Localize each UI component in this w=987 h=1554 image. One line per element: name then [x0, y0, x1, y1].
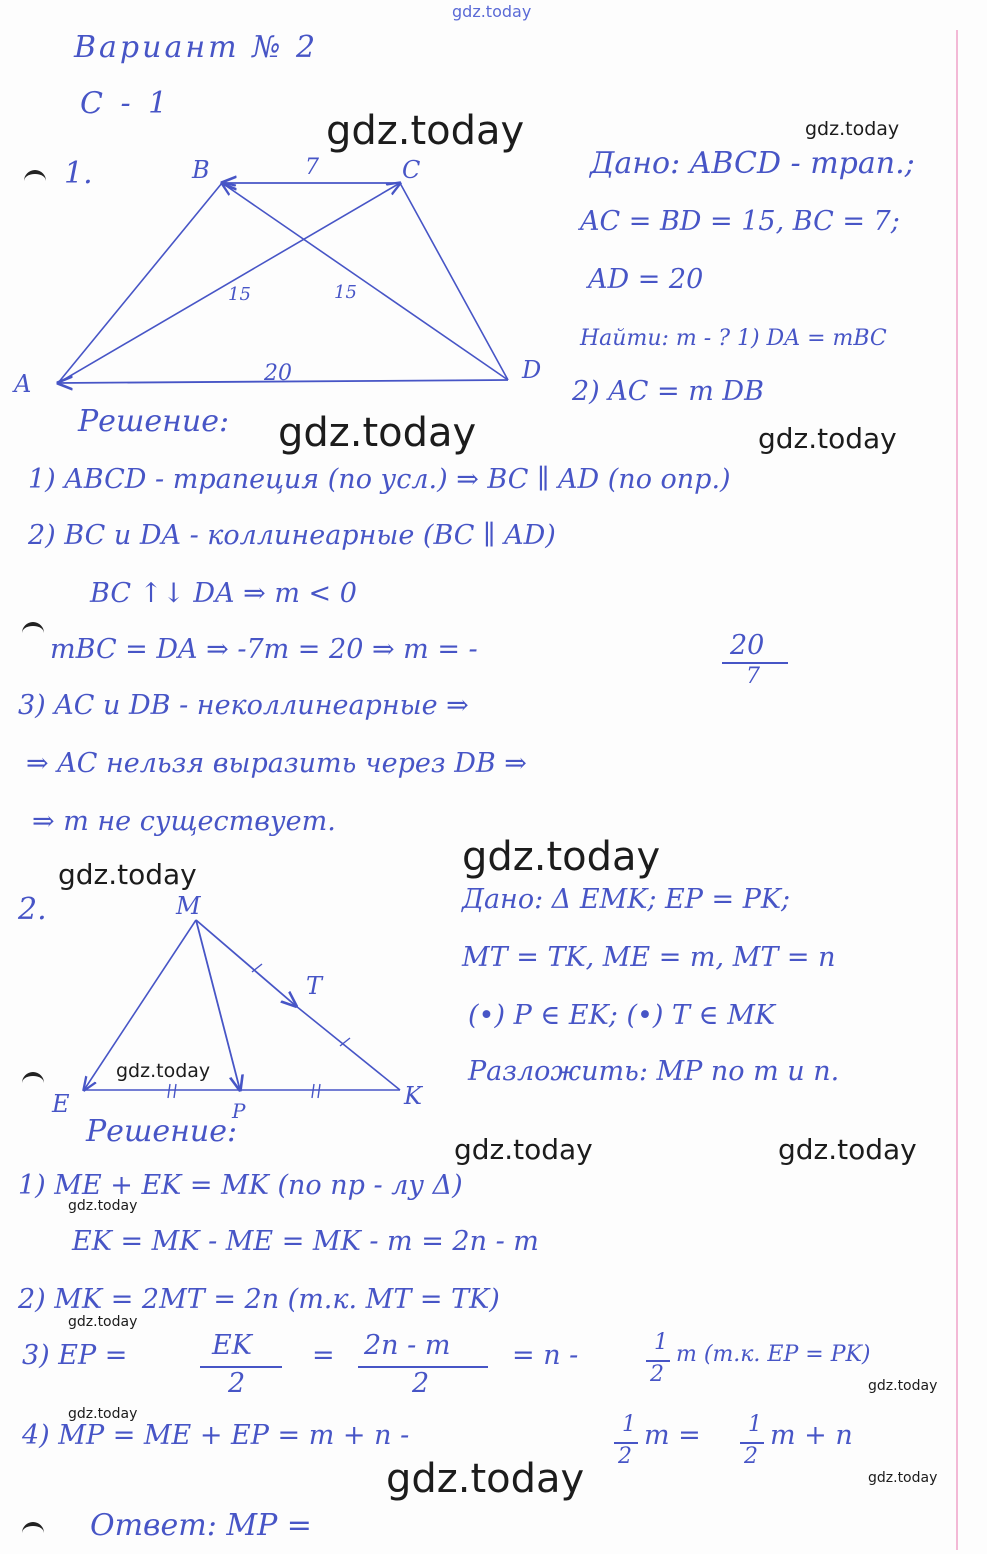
solution-line: 1) ME + EK = MK (по пр - лу Δ) — [18, 1170, 463, 1201]
fraction-numerator: 1 — [748, 1412, 762, 1437]
solution-line: 1) ABCD - трапеция (по усл.) ⇒ BC ∥ AD (по опр.) — [28, 464, 731, 495]
vertex-label-e: E — [52, 1090, 70, 1118]
watermark: gdz.today — [278, 410, 477, 456]
watermark: gdz.today — [116, 1060, 211, 1082]
given-line: Разложить: MP по m и n. — [468, 1056, 840, 1087]
watermark: gdz.today — [68, 1314, 138, 1330]
variant-title: Вариант № 2 — [74, 30, 319, 65]
watermark: gdz.today — [68, 1406, 138, 1422]
problem2-number: 2. — [18, 892, 47, 927]
solution-line: 3) EP = — [22, 1340, 128, 1371]
watermark: gdz.today — [778, 1133, 917, 1166]
fraction-numerator: 1 — [654, 1330, 668, 1355]
solution-line: = n - — [512, 1340, 579, 1371]
fraction-denominator: 2 — [618, 1444, 632, 1469]
watermark: gdz.today — [805, 118, 900, 140]
answer-line: Ответ: MP = — [90, 1508, 312, 1543]
vertex-label-d: D — [522, 356, 542, 384]
length-bd: 15 — [334, 282, 357, 303]
find-line: Найти: m - ? 1) DA = mBC — [580, 326, 887, 351]
watermark: gdz.today — [326, 108, 525, 154]
length-bc: 7 — [305, 155, 319, 180]
solution-line: ⇒ AC нельзя выразить через DB ⇒ — [26, 748, 527, 779]
solution-line: 2) MK = 2MT = 2n (т.к. MT = TK) — [18, 1284, 500, 1315]
fraction-numerator: 2n - m — [364, 1330, 451, 1361]
point-label-p: P — [232, 1099, 246, 1123]
solution-line: mBC = DA ⇒ -7m = 20 ⇒ m = - — [50, 634, 478, 665]
solution-line: m = — [644, 1420, 701, 1451]
watermark: gdz.today — [68, 1198, 138, 1214]
watermark: gdz.today — [452, 2, 532, 21]
vertex-label-c: C — [402, 156, 421, 184]
watermark: gdz.today — [758, 422, 897, 455]
length-ac: 15 — [228, 284, 251, 305]
fraction-numerator: EK — [212, 1330, 252, 1361]
fraction-denominator: 7 — [746, 664, 760, 689]
watermark: gdz.today — [868, 1470, 938, 1486]
fraction-numerator: 1 — [622, 1412, 636, 1437]
solution-line: = — [312, 1340, 335, 1371]
side-cd — [400, 183, 508, 380]
vector-mp — [196, 920, 240, 1090]
given-line: MT = TK, ME = m, MT = n — [462, 942, 836, 973]
solution-line: ⇒ m не существует. — [32, 806, 336, 837]
watermark: gdz.today — [386, 1456, 585, 1502]
given-line: (•) P ∈ EK; (•) T ∈ MK — [468, 1000, 776, 1031]
solution-heading: Решение: — [86, 1114, 238, 1149]
vertex-label-m: M — [176, 892, 201, 920]
point-label-t: T — [306, 972, 323, 1000]
side-ab — [58, 183, 222, 383]
fraction-denominator: 2 — [228, 1368, 246, 1399]
length-ad: 20 — [264, 361, 292, 386]
given-line: Дано: ABCD - трап.; — [590, 146, 915, 181]
fraction-denominator: 2 — [412, 1368, 430, 1399]
given-line: Дано: Δ EMK; EP = PK; — [462, 884, 791, 915]
solution-line: 3) AC и DB - неколлинеарные ⇒ — [18, 690, 469, 721]
watermark: gdz.today — [454, 1133, 593, 1166]
find-line: 2) AC = m DB — [572, 376, 764, 407]
problem1-number: 1. — [64, 156, 93, 191]
fraction-denominator: 2 — [650, 1362, 664, 1387]
solution-line: m (т.к. EP = PK) — [676, 1342, 871, 1367]
watermark: gdz.today — [58, 858, 197, 891]
vertex-label-b: B — [192, 156, 210, 184]
vertex-label-a: A — [14, 370, 32, 398]
solution-line: m + n — [770, 1420, 853, 1451]
given-line: AD = 20 — [588, 264, 704, 295]
solution-line: EK = MK - ME = MK - m = 2n - m — [72, 1226, 539, 1257]
vertex-label-k: K — [404, 1082, 422, 1110]
solution-line: BC ↑↓ DA ⇒ m < 0 — [90, 578, 357, 609]
watermark: gdz.today — [868, 1378, 938, 1394]
vector-db — [222, 183, 508, 380]
vector-mt — [196, 920, 296, 1006]
solution-line: 2) BC и DA - коллинеарные (BC ∥ AD) — [28, 520, 556, 551]
solution-line: 4) MP = ME + EP = m + n - — [22, 1420, 410, 1451]
watermark: gdz.today — [462, 834, 661, 880]
solution-heading: Решение: — [78, 404, 230, 439]
given-line: AC = BD = 15, BC = 7; — [580, 206, 900, 237]
fraction-denominator: 2 — [744, 1444, 758, 1469]
segment-tk — [296, 1006, 400, 1090]
vector-me — [84, 920, 196, 1090]
section-code: С - 1 — [80, 86, 172, 121]
fraction-numerator: 20 — [730, 630, 765, 661]
